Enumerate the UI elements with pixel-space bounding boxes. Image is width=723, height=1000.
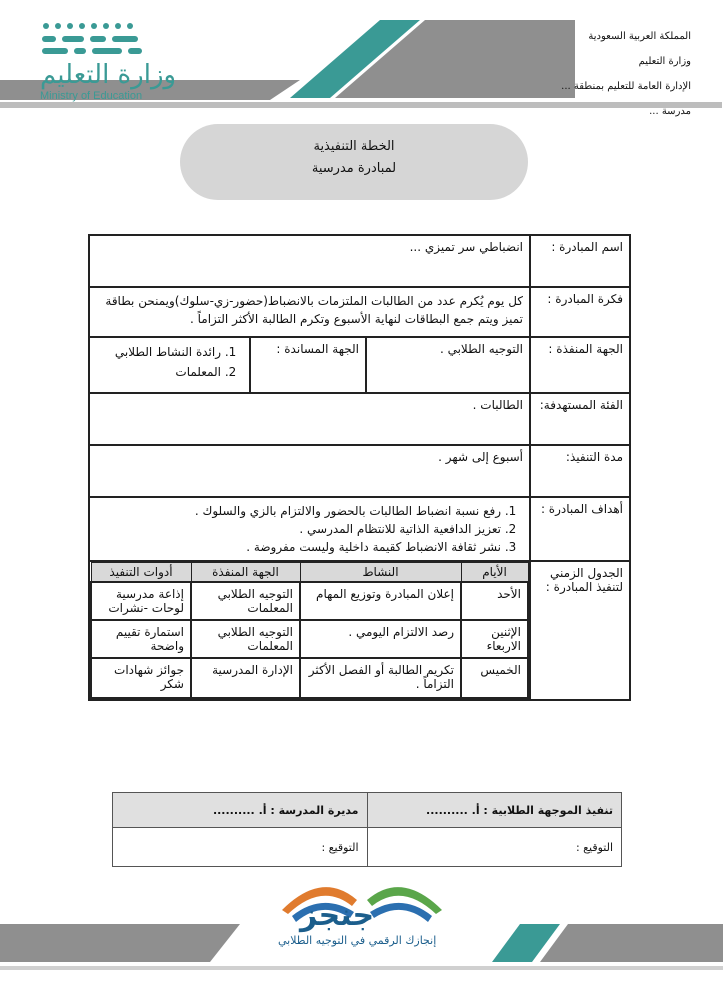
schedule-header: النشاط <box>300 563 461 583</box>
table-row <box>91 658 528 698</box>
duration-value: أسبوع إلى شهر . <box>89 445 530 497</box>
goals-list <box>89 497 530 561</box>
goal-item: 1. رفع نسبة انضباط الطالبات بالحضور والالتزام بالزي والسلوك . <box>96 502 501 520</box>
schedule-cell-day: الإثنين الاربعاء <box>461 620 528 658</box>
schedule-cell-tools: إذاعة مدرسية لوحات -نشرات <box>91 582 191 620</box>
brand-name: جنجز <box>300 898 375 933</box>
ministry-logo-icon <box>40 18 160 60</box>
table-row <box>91 582 528 620</box>
ministry-name-ar: وزارة التعليم <box>40 60 177 90</box>
header-line: وزارة التعليم <box>638 56 691 67</box>
support-label: الجهة المساندة : <box>250 337 366 393</box>
principal-signer: مديرة المدرسة : أ. .......... <box>113 793 368 828</box>
schedule-cell-activity: إعلان المبادرة وتوزيع المهام <box>300 582 461 620</box>
schedule-cell-executor: التوجيه الطلابي المعلمات <box>191 620 300 658</box>
name-value: انضباطي سر تميزي ... <box>89 235 530 287</box>
schedule-cell-day: الأحد <box>461 582 528 620</box>
header-line: مدرسة ... <box>649 106 691 117</box>
schedule-cell-tools: جوائز شهادات شكر <box>91 658 191 698</box>
schedule-header: الأيام <box>461 563 528 583</box>
header-line: الإدارة العامة للتعليم بمنطقة ... <box>561 81 691 92</box>
page-title <box>180 124 528 200</box>
signature-table <box>112 792 622 867</box>
support-list <box>89 337 250 393</box>
goal-item: 2. تعزيز الدافعية الذاتية للانتظام المدرسي . <box>96 520 501 538</box>
table-row <box>91 620 528 658</box>
header-info <box>561 24 691 124</box>
exec-label: الجهة المنفذة : <box>530 337 630 393</box>
principal-sign-field[interactable]: التوقيع : <box>113 828 368 867</box>
name-label: اسم المبادرة : <box>530 235 630 287</box>
schedule-cell <box>89 561 530 700</box>
goal-item: 3. نشر ثقافة الانضباط كقيمة داخلية وليست مفروضة . <box>96 538 501 556</box>
support-item: 1. رائدة النشاط الطلابي <box>96 342 221 362</box>
schedule-cell-day: الخميس <box>461 658 528 698</box>
target-label: الفئة المستهدفة: <box>530 393 630 445</box>
plan-table <box>88 234 631 701</box>
counselor-signer: تنفيذ الموجهة الطلابية : أ. .......... <box>367 793 622 828</box>
schedule-label: الجدول الزمني لتنفيذ المبادرة : <box>530 561 630 700</box>
schedule-cell-activity: رصد الالتزام اليومي . <box>300 620 461 658</box>
support-item: 2. المعلمات <box>96 362 221 382</box>
schedule-cell-activity: تكريم الطالبة أو الفصل الأكثر التزاماً . <box>300 658 461 698</box>
schedule-table <box>90 562 529 699</box>
counselor-sign-field[interactable]: التوقيع : <box>367 828 622 867</box>
target-value: الطالبات . <box>89 393 530 445</box>
title-line-2: لمبادرة مدرسية <box>311 161 397 176</box>
schedule-cell-executor: التوجيه الطلابي المعلمات <box>191 582 300 620</box>
ministry-name-en: Ministry of Education <box>40 90 143 102</box>
schedule-cell-tools: استمارة تقييم واضحة <box>91 620 191 658</box>
schedule-header: الجهة المنفذة <box>191 563 300 583</box>
goals-label: أهداف المبادرة : <box>530 497 630 561</box>
idea-value: كل يوم يُكرم عدد من الطالبات الملتزمات بالانضباط(حضور-زي-سلوك)ويمنحن بطاقة تميز ويتم جمع البطاقات لنهاية الأسبوع وتكرم الطالبة الأكثر التزاماً . <box>89 287 530 337</box>
exec-value: التوجيه الطلابي . <box>366 337 530 393</box>
schedule-cell-executor: الإدارة المدرسية <box>191 658 300 698</box>
schedule-header: أدوات التنفيذ <box>91 563 191 583</box>
header-line: المملكة العربية السعودية <box>588 31 691 42</box>
title-line-1: الخطة التنفيذية <box>313 139 395 154</box>
brand-tagline: إنجازك الرقمي في التوجيه الطلابي <box>278 934 437 947</box>
duration-label: مدة التنفيذ: <box>530 445 630 497</box>
idea-label: فكرة المبادرة : <box>530 287 630 337</box>
